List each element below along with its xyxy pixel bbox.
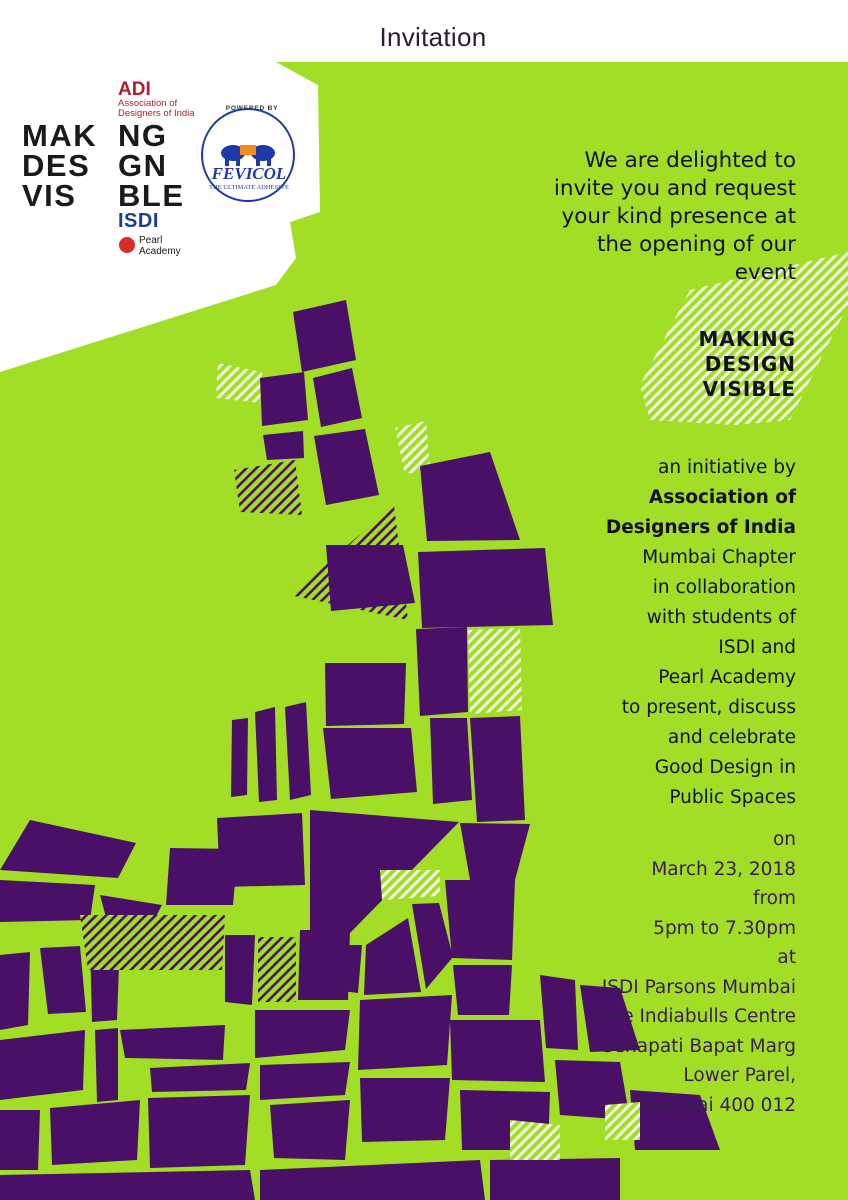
venue-line: One Indiabulls Centre xyxy=(595,1006,796,1027)
initiative-line: Good Design in xyxy=(654,757,796,778)
powered-by-label: POWERED BY xyxy=(225,105,279,112)
initiative-line: and celebrate xyxy=(667,727,796,748)
hatch-accent-3 xyxy=(234,460,302,515)
intro-line: We are delighted to xyxy=(584,148,796,173)
adi-logo: ADI xyxy=(118,79,151,100)
event-date: March 23, 2018 xyxy=(651,858,796,880)
pearl-academy-icon xyxy=(119,237,135,253)
venue-line: Senapati Bapat Marg xyxy=(601,1035,796,1057)
event-name-line: DESIGN xyxy=(704,352,796,376)
initiative-line: ISDI and xyxy=(718,637,796,658)
event-name xyxy=(596,327,796,402)
adi-logo-subtitle: Association of Designers of India xyxy=(118,98,195,119)
initiative-line: an initiative by xyxy=(658,457,796,478)
organizer-name-line: Association of xyxy=(648,487,796,508)
initiative-line: Public Spaces xyxy=(669,787,796,808)
fevicol-logo-text: FEVICOL xyxy=(211,164,287,183)
venue-line: Lower Parel, xyxy=(683,1065,796,1086)
event-time: 5pm to 7.30pm xyxy=(653,917,796,939)
organizer-name-line: Designers of India xyxy=(605,517,796,538)
mdv-logo-col2-line3: BLE xyxy=(118,178,185,213)
page-title: Invitation xyxy=(379,22,487,52)
mdv-logo-col1-line2: DES xyxy=(22,148,91,183)
initiative-line: Mumbai Chapter xyxy=(642,547,796,568)
fevicol-tagline: THE ULTIMATE ADHESIVE xyxy=(209,184,289,191)
isdi-logo: ISDI xyxy=(118,210,159,232)
hatch-accent-9 xyxy=(510,1120,560,1160)
mdv-logo-col2-line1: NG xyxy=(118,118,168,153)
initiative-description xyxy=(496,453,796,813)
intro-line: the opening of our xyxy=(596,232,796,257)
initiative-line: with students of xyxy=(646,607,796,628)
date-connector: on xyxy=(772,829,796,850)
intro-line: invite you and request xyxy=(553,176,796,201)
intro-line: event xyxy=(734,260,796,285)
fevicol-badge xyxy=(198,97,298,215)
initiative-line: to present, discuss xyxy=(621,697,796,718)
initiative-line: in collaboration xyxy=(652,577,796,598)
event-name-line: VISIBLE xyxy=(702,377,796,401)
invitation-intro xyxy=(466,147,796,287)
venue-connector: at xyxy=(777,947,796,968)
mdv-logo-col1-line1: MAK xyxy=(22,118,98,153)
mdv-logo-col2-line2: GN xyxy=(118,148,168,183)
hatch-accent-1 xyxy=(216,363,262,403)
event-details xyxy=(506,825,796,1120)
time-connector: from xyxy=(752,888,796,909)
hatch-accent-7 xyxy=(258,937,296,1002)
venue-line: Mumbai 400 012 xyxy=(639,1094,796,1116)
hatch-accent-8 xyxy=(380,870,440,900)
hatch-accent-6 xyxy=(80,915,225,970)
mdv-logo-col1-line3: VIS xyxy=(22,178,77,213)
initiative-line: Pearl Academy xyxy=(658,667,796,688)
intro-line: your kind presence at xyxy=(561,204,796,229)
pearl-academy-logo: Pearl Academy xyxy=(139,235,181,257)
venue-line: ISDI Parsons Mumbai xyxy=(601,976,796,998)
event-name-line: MAKING xyxy=(698,327,796,351)
